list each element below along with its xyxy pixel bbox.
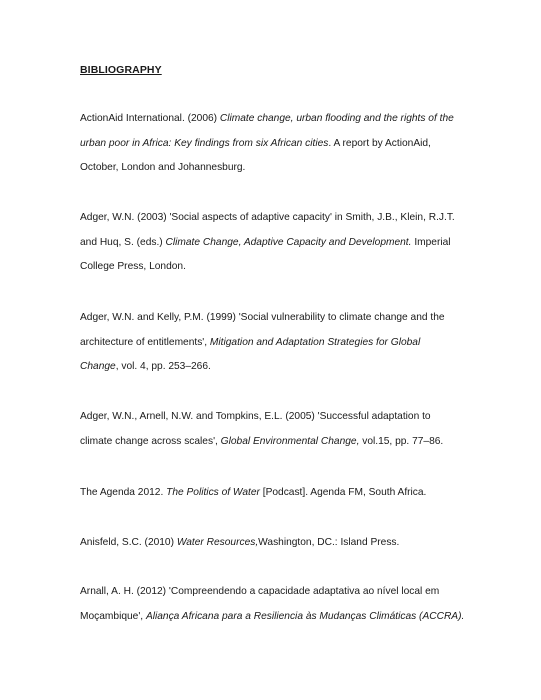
bibliography-entry: [80, 531, 472, 556]
entry-line: ActionAid International. (2006) Climate change, urban flooding and the rights of the: [80, 113, 454, 124]
entry-line: Adger, W.N. and Kelly, P.M. (1999) 'Social vulnerability to climate change and the: [80, 312, 445, 323]
bibliography-entry: [80, 580, 472, 629]
entry-line: Adger, W.N. (2003) 'Social aspects of adaptive capacity' in Smith, J.B., Klein, R.J.T.: [80, 212, 455, 223]
bibliography-entry: [80, 206, 472, 280]
entry-line: The Agenda 2012. The Politics of Water [Podcast]. Agenda FM, South Africa.: [80, 487, 427, 498]
bibliography-entry: [80, 306, 472, 380]
entry-line: and Huq, S. (eds.) Climate Change, Adaptive Capacity and Development. Imperial: [80, 236, 451, 248]
entry-line: architecture of entitlements', Mitigation and Adaptation Strategies for Global: [80, 336, 421, 348]
entry-line: Change, vol. 4, pp. 253–266.: [80, 361, 211, 372]
entry-line: urban poor in Africa: Key findings from six African cities. A report by ActionAid,: [80, 137, 431, 149]
bibliography-entry: [80, 405, 472, 454]
entry-line: Moçambique', Aliança Africana para a Resiliencia às Mudanças Climáticas (ACCRA).: [80, 610, 465, 622]
entry-line: Arnall, A. H. (2012) 'Compreendendo a capacidade adaptativa ao nível local em: [80, 586, 440, 597]
entry-line: Adger, W.N., Arnell, N.W. and Tompkins, E.L. (2005) 'Successful adaptation to: [80, 411, 431, 422]
bibliography-entry: [80, 481, 472, 506]
bibliography-heading: BIBLIOGRAPHY: [80, 64, 162, 76]
entry-line: College Press, London.: [80, 261, 186, 272]
entry-line: October, London and Johannesburg.: [80, 162, 246, 173]
entry-line: Anisfeld, S.C. (2010) Water Resources,Washington, DC.: Island Press.: [80, 537, 400, 548]
entry-line: climate change across scales', Global Environmental Change, vol.15, pp. 77–86.: [80, 435, 444, 447]
bibliography-entry: [80, 107, 472, 181]
